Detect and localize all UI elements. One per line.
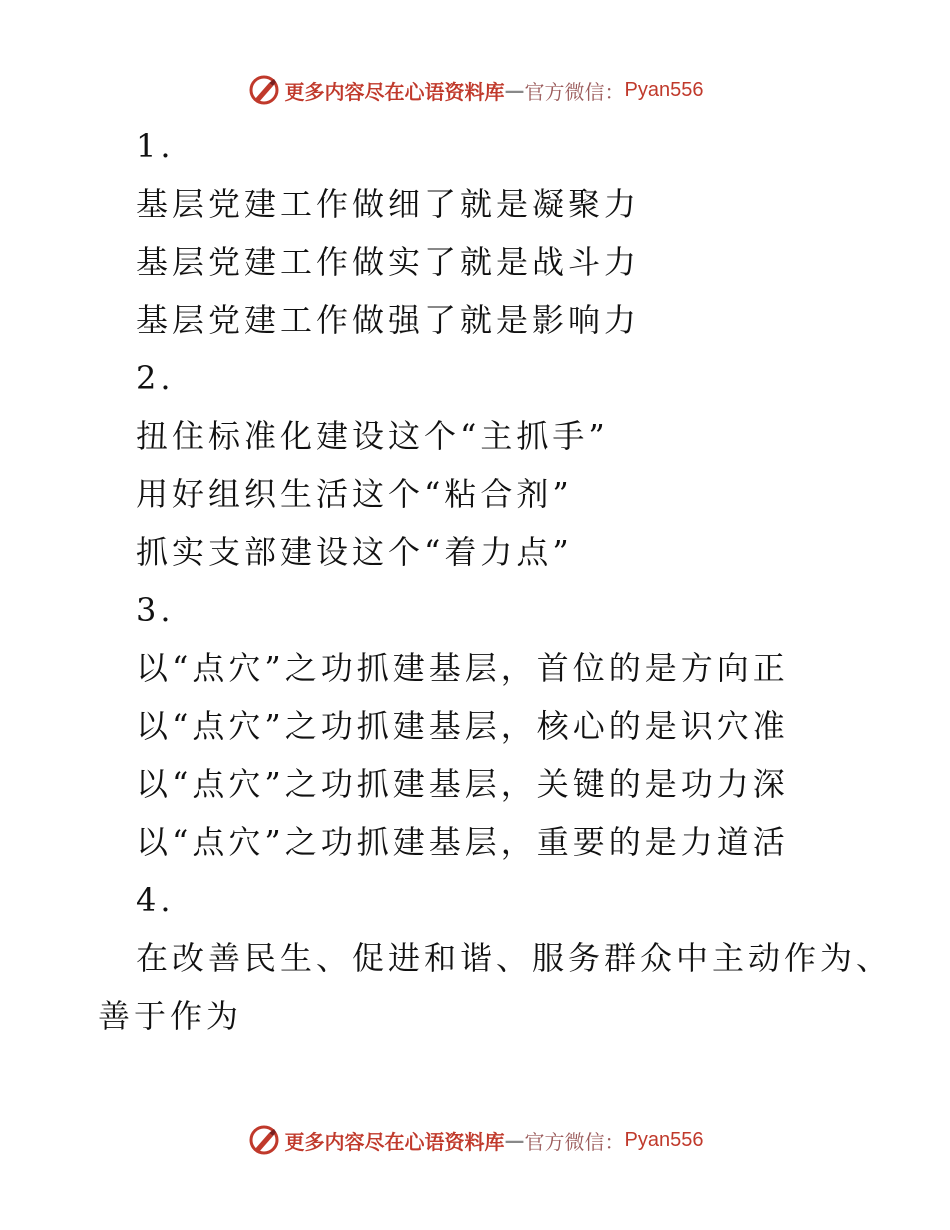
header-watermark (0, 70, 950, 110)
text-line-continuation: 善于作为 (98, 997, 243, 1035)
watermark-id: Pyan556 (624, 1128, 704, 1151)
watermark-separator: — (504, 78, 525, 102)
text-line: 以“点穴”之功抓建基层，关键的是功力深 (136, 765, 789, 803)
pen-circle-logo-icon (247, 1123, 281, 1157)
watermark-label: 官方微信： (524, 79, 625, 104)
watermark-separator: — (504, 1128, 525, 1152)
text-line: 扭住标准化建设这个“主抓手” (136, 417, 609, 455)
text-line: 基层党建工作做强了就是影响力 (136, 301, 641, 339)
section-number-4: 4. (136, 881, 175, 919)
footer-watermark (0, 1120, 950, 1160)
text-line: 抓实支部建设这个“着力点” (136, 533, 573, 571)
section-number-2: 2. (136, 359, 175, 397)
text-line: 以“点穴”之功抓建基层，首位的是方向正 (136, 649, 789, 687)
watermark-id: Pyan556 (624, 78, 704, 101)
text-line: 基层党建工作做实了就是战斗力 (136, 243, 641, 281)
text-line: 在改善民生、促进和谐、服务群众中主动作为、 (136, 939, 893, 977)
pen-circle-logo-icon (247, 73, 281, 107)
watermark-main-text: 更多内容尽在心语资料库 (284, 1129, 505, 1154)
watermark-label: 官方微信： (524, 1129, 625, 1154)
text-line: 基层党建工作做细了就是凝聚力 (136, 185, 641, 223)
text-line: 以“点穴”之功抓建基层，重要的是力道活 (136, 823, 789, 861)
text-line: 以“点穴”之功抓建基层，核心的是识穴准 (136, 707, 789, 745)
text-line: 用好组织生活这个“粘合剂” (136, 475, 573, 513)
watermark-main-text: 更多内容尽在心语资料库 (284, 79, 505, 104)
section-number-1: 1. (136, 127, 175, 165)
section-number-3: 3. (136, 591, 175, 629)
